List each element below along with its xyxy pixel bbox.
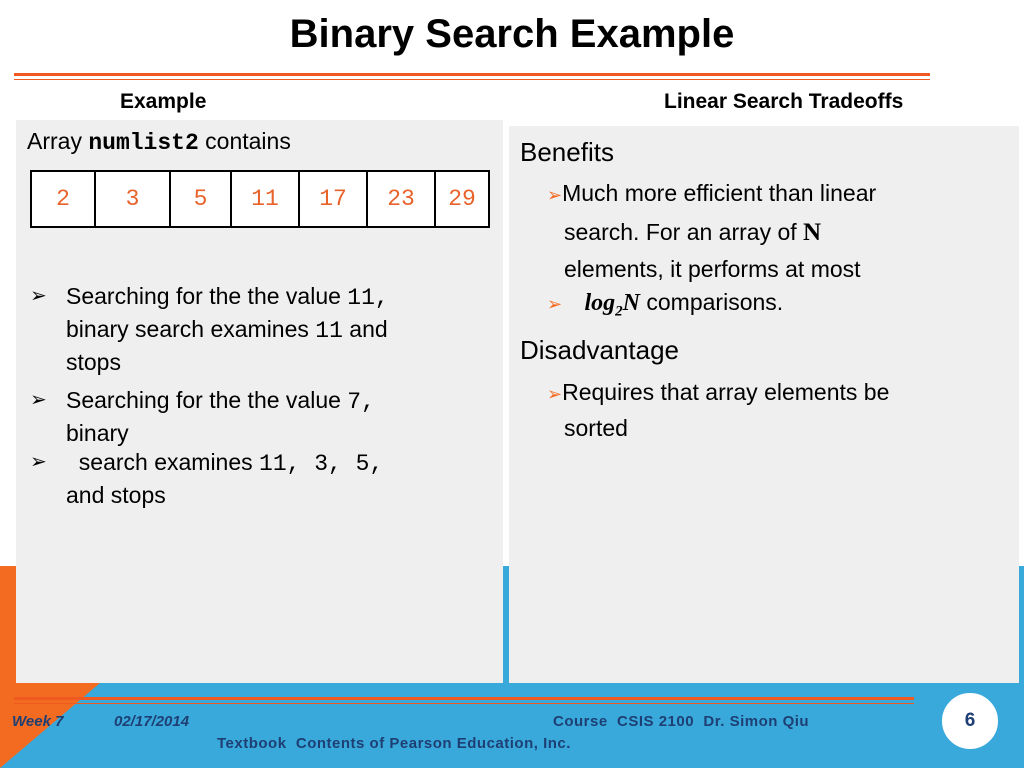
array-row [31,171,489,227]
bullet-code: 11, [347,285,389,311]
array-prefix: Array [27,128,89,154]
array-name: numlist2 [88,130,199,156]
page-number: 6 [940,691,1000,751]
footer-textbook: Textbook Contents of Pearson Education, Inc. [217,735,571,752]
array-description [27,128,291,156]
array-cell: 11 [231,171,299,227]
disadvantage-text: Requires that array elements be [562,379,890,405]
arrow-bullet-icon: ➢ [547,384,563,404]
bullet-code: 11 [315,318,343,344]
array-table [30,170,490,228]
benefit-text: elements, it performs at most [564,256,861,282]
benefit-text: comparisons. [640,289,784,315]
footer-date: 02/17/2014 [114,713,190,730]
bullet-code: 11, 3, 5, [259,451,384,477]
disadvantage-heading: Disadvantage [520,335,679,365]
bullet-text: Searching for the the value [66,387,348,413]
arrow-bullet-icon: ➢ [547,185,563,205]
bullet-text: search examines [66,449,260,475]
footer-week: Week 7 [12,713,64,730]
orange-accent-band [0,566,16,684]
benefit-text: Much more efficient than linear [562,180,877,206]
array-cell: 23 [367,171,435,227]
title-divider-thin [14,79,930,80]
right-column-heading: Linear Search Tradeoffs [664,90,904,113]
benefit-text: search. For an array of [564,219,804,245]
arrow-bullet-icon: ➢ [547,294,563,314]
bullet-text: and stops [66,482,166,508]
log-n: N [622,290,640,316]
array-cell: 17 [299,171,367,227]
bullet-code: 7, [347,389,375,415]
footer-course: Course CSIS 2100 Dr. Simon Qiu [553,713,810,730]
benefits-heading: Benefits [520,137,614,167]
disadvantage-text: sorted [564,415,628,441]
disadvantage-item [547,375,987,445]
array-cell: 2 [31,171,95,227]
arrow-bullet-icon: ➢ [30,451,47,473]
benefit-complexity [547,284,987,331]
bullet-text: binary [66,420,129,446]
slide-title: Binary Search Example [289,12,735,56]
title-divider [14,73,930,76]
arrow-bullet-icon: ➢ [30,285,47,307]
log-subscript: 2 [615,303,623,320]
bullet-text: stops [66,349,121,375]
array-cell: 29 [435,171,489,227]
bullet-text: binary search examines [66,316,316,342]
footer-divider-thin [14,703,914,704]
footer-divider [14,697,914,700]
array-cell: 5 [170,171,231,227]
benefit-item [547,175,987,288]
arrow-bullet-icon: ➢ [30,389,47,411]
log-text: log [584,290,616,316]
array-suffix: contains [198,128,291,154]
left-column-heading: Example [120,90,207,113]
bullet-text: Searching for the the value [66,283,348,309]
benefit-n: N [803,219,822,246]
array-cell: 3 [95,171,170,227]
bullet-text: and [342,316,388,342]
